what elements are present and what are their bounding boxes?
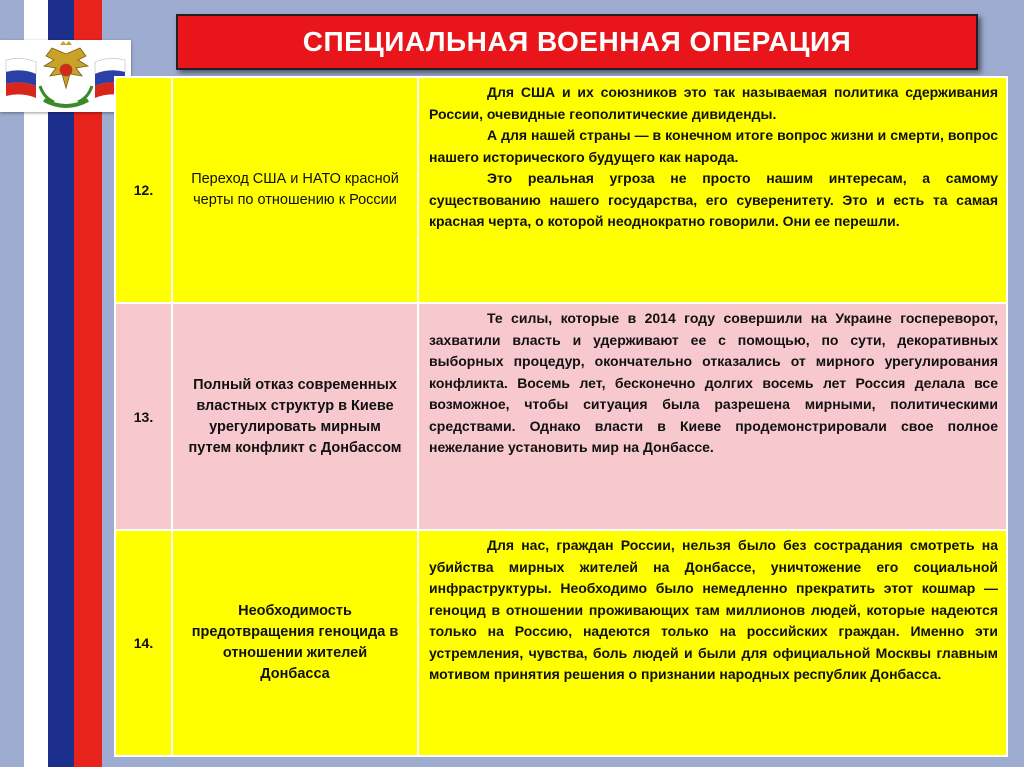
description-paragraph: Те силы, которые в 2014 году совершили на Украине госпереворот, захватили власть и удерживают ее с помощью, по сути, декоративных выборных процедур, окончательно отказались от мирного урегулирования конфликта. Восемь лет, бесконечно долгих восемь лет Россия делала все возможное, чтобы ситуация была разрешена мирными, политическими средствами. Однако власти в Киеве продемонстрировали свое полное нежелание установить мир на Донбассе.	[429, 310, 998, 455]
flag-stripe-white	[24, 0, 48, 767]
row-description	[418, 77, 1007, 303]
description-paragraph: Для США и их союзников это так называемая политика сдерживания России, очевидные геополитические дивиденды.	[429, 84, 998, 122]
row-description	[418, 303, 1007, 530]
row-description	[418, 530, 1007, 756]
double-headed-eagle-icon	[44, 41, 88, 88]
row-topic: Полный отказ современных властных структур в Киеве урегулировать мирным путем конфликт с Донбассом	[172, 303, 418, 530]
table-row	[115, 303, 1007, 530]
page-title: СПЕЦИАЛЬНАЯ ВОЕННАЯ ОПЕРАЦИЯ	[176, 14, 978, 70]
row-number: 12.	[115, 77, 172, 303]
operation-table	[114, 76, 1008, 757]
table-row	[115, 77, 1007, 303]
row-number: 13.	[115, 303, 172, 530]
table-row	[115, 530, 1007, 756]
flag-stripe-red	[74, 0, 102, 767]
flag-stripe-blue	[48, 0, 74, 767]
description-paragraph: Для нас, граждан России, нельзя было без сострадания смотреть на убийства мирных жителей на Донбассе, уничтожение его социальной инфраструктуры. Необходимо было немедленно прекратить этот кошмар — геноцид в отношении проживающих там миллионов людей, которые надеются только на Россию, надеются только на российских граждан. Именно эти устремления, чувства, боль людей и были для официальной Москвы главным мотивом принятия решения о признании народных республик Донбасса.	[429, 537, 998, 682]
description-paragraph: Это реальная угроза не просто нашим интересам, а самому существованию нашего государства, его суверенитету. Это и есть та самая красная черта, о которой неоднократно говорили. Они ее перешли.	[429, 170, 998, 229]
row-number: 14.	[115, 530, 172, 756]
military-emblem	[0, 40, 131, 112]
russian-flag-left-icon	[6, 58, 36, 98]
description-paragraph: А для нашей страны — в конечном итоге вопрос жизни и смерти, вопрос нашего исторического будущего как народа.	[429, 127, 998, 165]
row-topic: Необходимость предотвращения геноцида в отношении жителей Донбасса	[172, 530, 418, 756]
row-topic: Переход США и НАТО красной черты по отношению к России	[172, 77, 418, 303]
